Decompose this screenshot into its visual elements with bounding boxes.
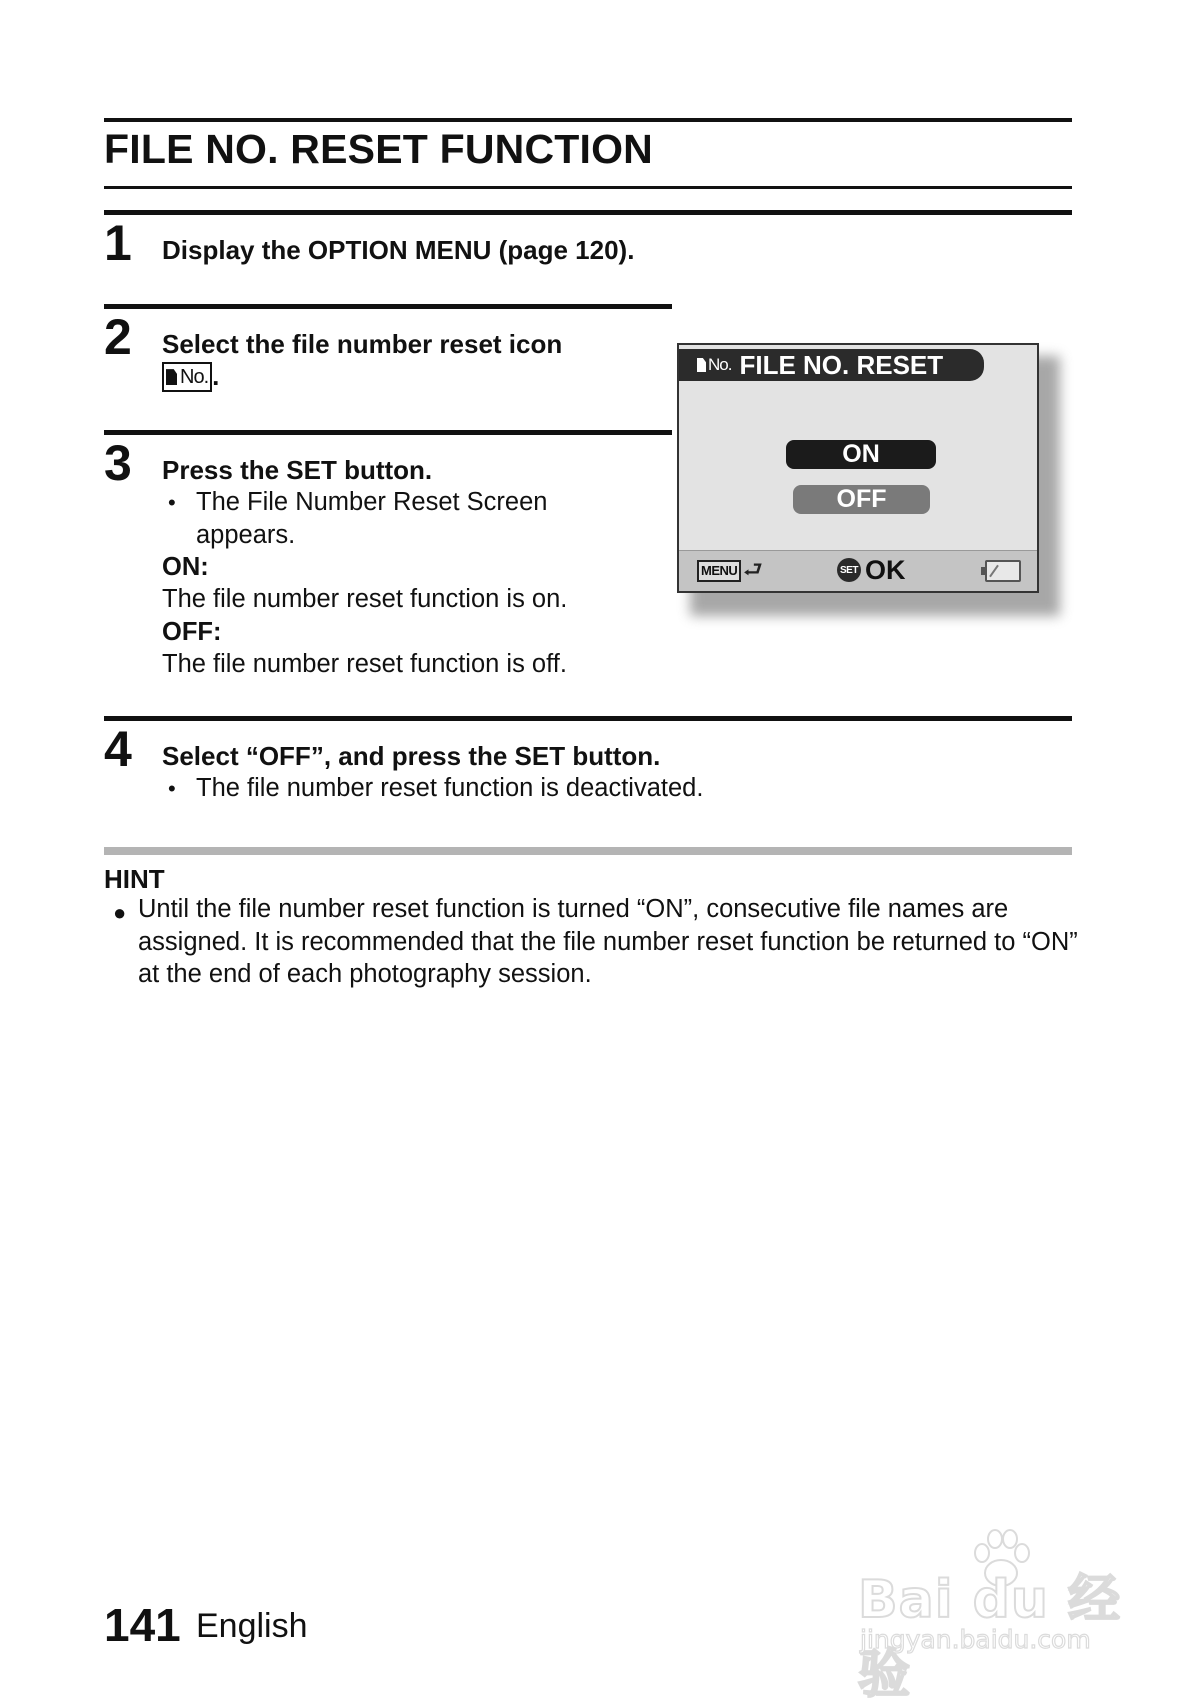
battery-icon [985, 560, 1021, 582]
hint-bullet-dot: ● [113, 900, 127, 925]
ok-label: OK [865, 555, 906, 585]
step-2-number: 2 [104, 309, 132, 365]
step-1-title: Display the OPTION MENU (page 120). [162, 235, 635, 265]
return-icon: ⮐ [743, 557, 763, 582]
set-button-icon: SET [837, 558, 861, 582]
step-3-number: 3 [104, 435, 132, 491]
option-on[interactable]: ON [786, 440, 936, 469]
off-label: OFF: [162, 618, 222, 646]
page-language: English [196, 1607, 308, 1645]
step-4-title: Select “OFF”, and press the SET button. [162, 741, 661, 771]
step-3-title: Press the SET button. [162, 455, 433, 485]
on-description: The file number reset function is on. [162, 585, 568, 613]
page-title: FILE NO. RESET FUNCTION [104, 126, 653, 172]
off-description: The file number reset function is off. [162, 650, 567, 678]
screen-header [679, 349, 984, 381]
option-off[interactable]: OFF [793, 485, 930, 514]
step-4-bullet-dot: • [168, 776, 176, 801]
title-bottom-rule [104, 186, 1072, 189]
step-2-rule [104, 304, 672, 309]
file-number-reset-icon [162, 362, 212, 392]
baidu-watermark [858, 1525, 1138, 1705]
menu-icon: MENU [697, 560, 741, 582]
header-doc-glyph [697, 358, 706, 372]
camera-screen [677, 343, 1039, 593]
step-2-title-suffix: . [212, 361, 220, 391]
title-top-rule [104, 118, 1072, 122]
file-number-header-icon [697, 355, 731, 375]
hint-label: HINT [104, 864, 165, 894]
screen-footer [679, 550, 1037, 591]
watermark-brand: Bai du 经验 [858, 1570, 1121, 1705]
step-3-rule [104, 430, 672, 435]
step-2-title-text: Select the file number reset icon [162, 329, 563, 359]
header-icon-text: No. [708, 355, 732, 374]
on-label: ON: [162, 553, 209, 581]
step-2-title [162, 328, 662, 392]
step-4-number: 4 [104, 721, 132, 777]
step-3-bullet-dot: • [168, 490, 176, 515]
step-3-bullet-text: The File Number Reset Screen appears. [196, 488, 548, 549]
page-number: 141 [104, 1599, 181, 1651]
file-doc-glyph [166, 369, 177, 385]
step-1-number: 1 [104, 215, 132, 271]
hint-divider [104, 847, 1072, 855]
hint-text: Until the file number reset function is turned “ON”, consecutive file names are assigned. It is recommended that the file number reset function be returned to “ON” at the end of each photography session. [138, 895, 1078, 988]
watermark-url: jingyan.baidu.com [860, 1625, 1091, 1654]
step-4-rule [104, 716, 1072, 721]
screen-title: FILE NO. RESET [739, 349, 944, 380]
step-1-rule [104, 210, 1072, 215]
step-4-bullet-text: The file number reset function is deactivated. [196, 774, 704, 802]
file-number-icon-text: No. [180, 366, 209, 389]
